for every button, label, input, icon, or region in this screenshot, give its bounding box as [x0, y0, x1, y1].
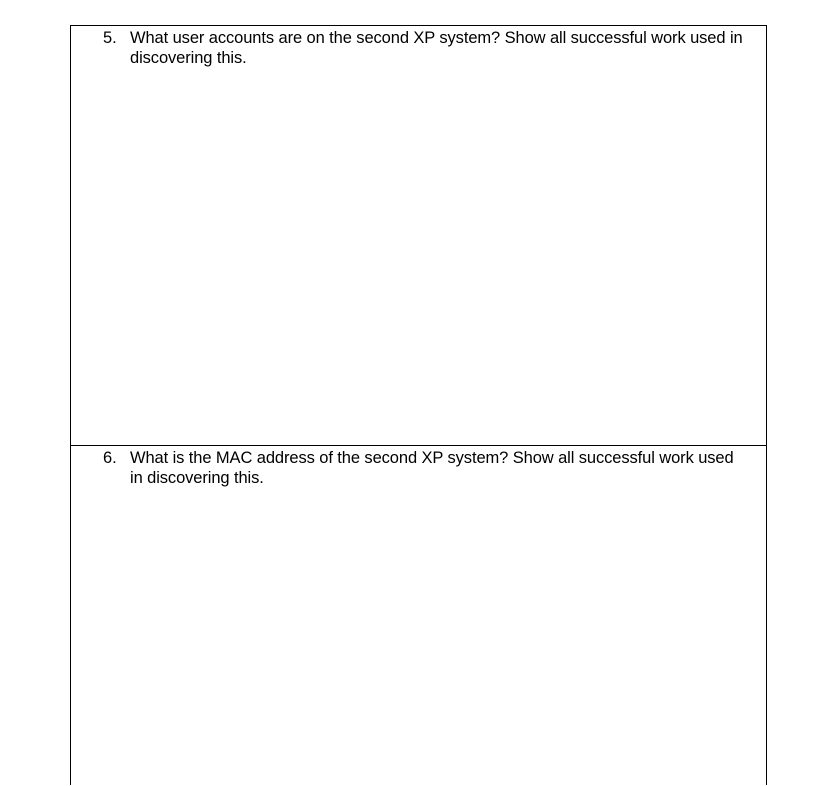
- question-5: [103, 28, 743, 68]
- question-6: [103, 448, 743, 488]
- question-cell-5: [71, 26, 766, 446]
- question-text: What user accounts are on the second XP system? Show all successful work used in discovering this.: [130, 29, 743, 67]
- question-cell-6: [71, 446, 766, 786]
- question-number: 6.: [103, 449, 117, 467]
- question-number: 5.: [103, 29, 117, 47]
- answer-table: [70, 25, 767, 785]
- question-text: What is the MAC address of the second XP system? Show all successful work used in discovering this.: [130, 449, 734, 487]
